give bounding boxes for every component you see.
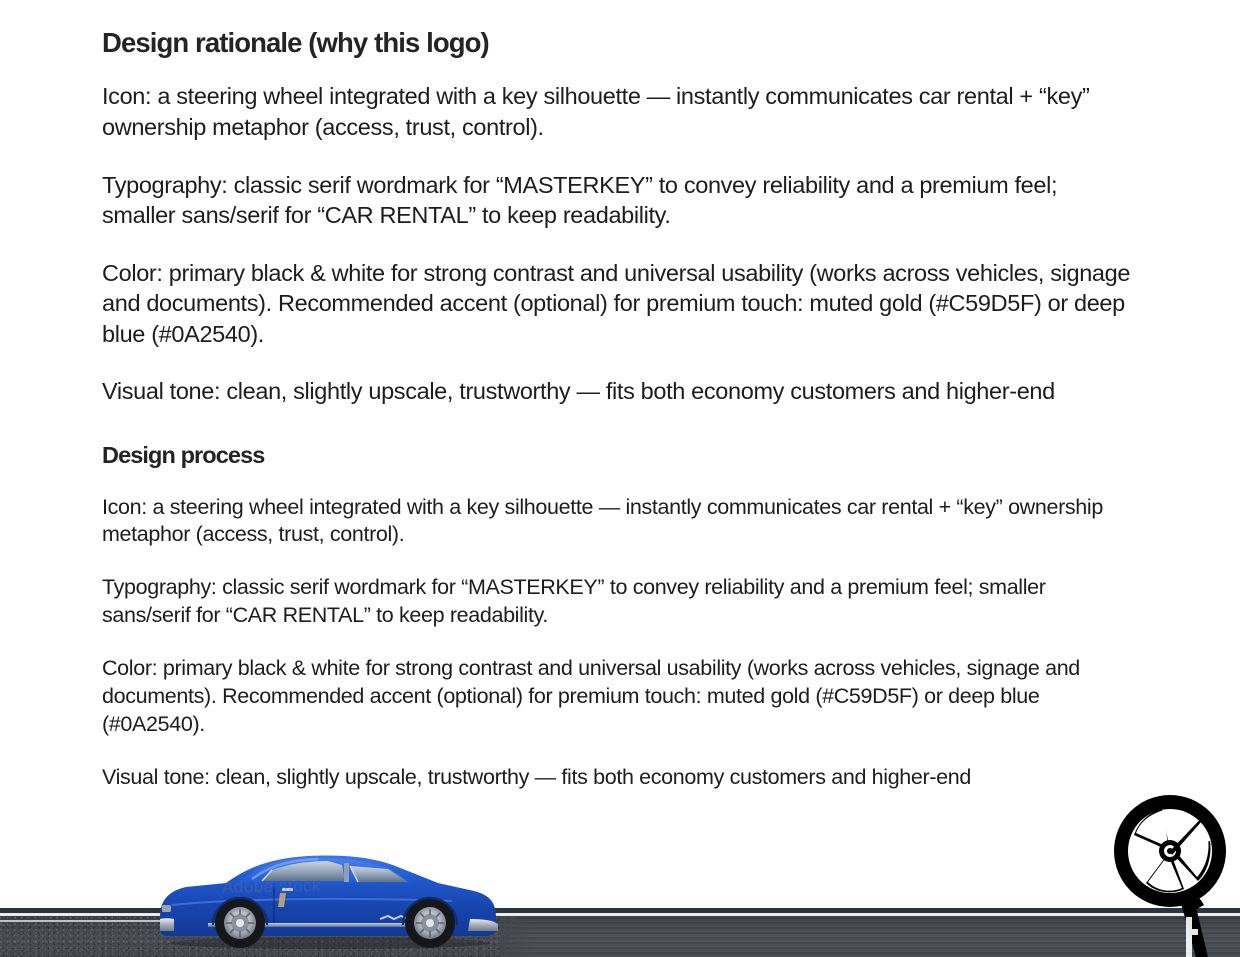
heading-design-rationale: Design rationale (why this logo) bbox=[102, 27, 489, 58]
spacer bbox=[102, 349, 1132, 376]
stock-photo-watermark: Adobe stock bbox=[221, 876, 322, 897]
car-photo-blue-mustang bbox=[152, 839, 502, 951]
paragraph-icon-rationale: Icon: a steering wheel integrated with a key silhouette — instantly communicates car rental + “key” ownership metaphor (access, trust, control). bbox=[102, 83, 1090, 140]
spacer bbox=[102, 231, 1132, 258]
paragraph-typography-process: Typography: classic serif wordmark for “MASTERKEY” to convey reliability and a premium feel; smaller sans/serif for “CAR RENTAL” to keep readability. bbox=[102, 575, 1046, 628]
paragraph-color-process: Color: primary black & white for strong contrast and universal usability (works across vehicles, signage and documents). Recommended accent (optional) for premium touch: muted gold (#C59D5F) or deep blue (#0A2540). bbox=[102, 656, 1080, 737]
slide-content bbox=[102, 27, 1132, 792]
paragraph-icon-process: Icon: a steering wheel integrated with a key silhouette — instantly communicates car rental + “key” ownership metaphor (access, trust, control). bbox=[102, 494, 1103, 547]
spacer bbox=[102, 470, 1132, 494]
spacer bbox=[102, 143, 1132, 170]
spacer bbox=[102, 630, 1132, 655]
paragraph-color-rationale: Color: primary black & white for strong contrast and universal usability (works across vehicles, signage and documents). Recommended accent (optional) for premium touch: muted gold (#C59D5F) or deep blue (#0A2540). bbox=[102, 259, 1131, 347]
paragraph-typography-rationale: Typography: classic serif wordmark for “MASTERKEY” to convey reliability and a premium feel; smaller sans/serif for “CAR RENTAL” to keep readability. bbox=[102, 171, 1058, 229]
paragraph-visual-tone-process: Visual tone: clean, slightly upscale, trustworthy — fits both economy customers and higher-end bbox=[102, 765, 971, 790]
spacer bbox=[102, 59, 1132, 81]
spacer bbox=[102, 739, 1132, 764]
paragraph-visual-tone-rationale: Visual tone: clean, slightly upscale, trustworthy — fits both economy customers and higher-end bbox=[102, 378, 1055, 405]
spacer bbox=[102, 549, 1132, 574]
steering-wheel-key-logo bbox=[1112, 789, 1240, 957]
spacer bbox=[102, 407, 1132, 442]
heading-design-process: Design process bbox=[102, 441, 265, 468]
bottom-imagery-band bbox=[0, 777, 1240, 957]
